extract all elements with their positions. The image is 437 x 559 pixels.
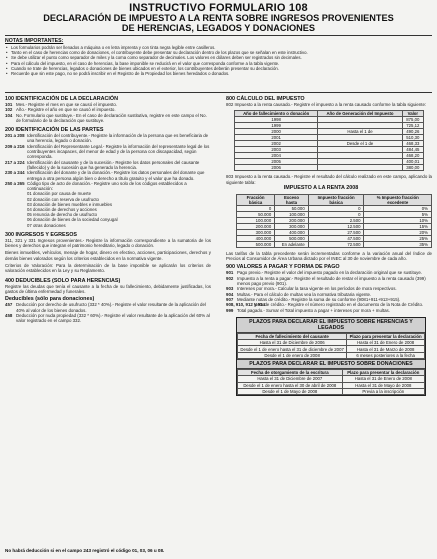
note-line: • Cuando se trate de herencias, legados o donaciones de bienes ubicados en el exterior, los contribuyentes deberán presentar su declaración.	[5, 66, 431, 71]
table-cell: 0	[308, 211, 364, 217]
act-code: 01 donación por causa de muerte	[27, 191, 92, 197]
note-line: • Recuerde que sin este pago, no se podrá inscribir en el Registro de la Propiedad los bienes heredados o donados.	[5, 71, 431, 76]
field-item	[5, 170, 211, 181]
table-cell: 875,00	[402, 117, 423, 123]
donation-deadlines-title: PLAZOS PARA DECLARAR EL IMPUESTO SOBRE DONACIONES	[237, 359, 425, 369]
table-cell: 500.000	[237, 241, 275, 247]
section-title: 400 DEDUCIBLES (SOLO PARA HERENCIAS)	[5, 277, 121, 284]
field-code: 901	[226, 270, 234, 276]
table-cell: 15%	[364, 223, 432, 229]
table-cell: 725,12	[402, 123, 423, 129]
field-text: Total pagado.- Sumar el Total impuesto a pagar + intereses por mora + multas.	[237, 307, 390, 313]
table-header: Fecha de otorgamiento de la escritura	[238, 370, 343, 376]
section-900	[226, 264, 432, 312]
act-code: 02 donación con reserva de usufructo	[27, 196, 99, 202]
field-code: 101	[5, 102, 13, 107]
field-item	[5, 313, 211, 324]
table-cell: Hasta el 31 de Enero de 2008	[347, 340, 425, 346]
table-cell: 2000	[235, 129, 318, 135]
table-header: Año de fallecimiento o donación	[235, 111, 318, 117]
table-cell: 27.500	[308, 229, 364, 235]
table-cell: 2002	[235, 141, 318, 147]
deadlines-box	[236, 317, 426, 396]
table-cell: Desde el 1 de enero de 2008	[238, 352, 347, 358]
table-cell: Hasta el 31 de Mayo de 2008	[342, 382, 424, 388]
note-line: • Se debe utilizar el punto como separador de miles y la coma como separador de decimales. Los valores en dólares deben ser registrados sin decimales.	[5, 55, 431, 60]
table-cell	[318, 165, 402, 171]
table-cell: 72.500	[308, 241, 364, 247]
table-cell: 10%	[364, 217, 432, 223]
table-header: % Impuesto fracción excedente	[364, 194, 432, 205]
table-cell: 300.000	[275, 223, 309, 229]
field-text: Identificación del donante y de la donación.- Registre los datos personales del donante que entrega a otra persona algún bien o derecho a título gratuito y el valor que ha donado.	[27, 170, 205, 181]
field-text: Deducción por derecho de usufructo (332 * 40%).- Registre el valor resultante de la aplicación del 40% al valor de los bienes donados.	[16, 302, 206, 313]
table-cell: 50.000	[275, 205, 309, 211]
section-title: 900 VALORES A PAGAR Y FORMA DE PAGO	[226, 264, 340, 271]
field-text: Año.- Registre el año en que se causó el impuesto.	[16, 107, 116, 113]
section-paragraph: 803 Impuesto a la renta causado.- Registre el resultado del cálculo realizado en este campo, aplicando la siguiente tabla:	[226, 174, 432, 185]
field-code: 201 a 208	[5, 133, 25, 139]
table-cell: 400.000	[275, 229, 309, 235]
field-text: No. Formulario que sustituye.- En el caso de declaración sustitutiva, registre en este campo el No. de formulario de la declaración que sustituye.	[16, 112, 207, 123]
section-title: 100 IDENTIFICACIÓN DE LA DECLARACIÓN	[5, 96, 119, 102]
field-text: Mediante notas de crédito.- Registre la suma de su conforme (9081+911+913+915).	[237, 296, 401, 302]
table-cell: 1999	[235, 123, 318, 129]
field-code: 457	[5, 302, 13, 308]
table-header: Exceso hasta	[275, 194, 309, 205]
section-paragraph: 802 Impuesto a la renta causado.- Registre el impuesto a la renta causado conforme la tabla siguiente:	[226, 102, 427, 107]
section-paragraph: Bienes inmuebles, vehículos, menaje de hogar, dinero en efectivo, acciones, participaciones, derechos y demás bienes valorados según los criterios establecidos en la normativa vigente.	[5, 250, 211, 261]
table-cell: 400,01	[402, 159, 423, 165]
table-row	[238, 352, 425, 358]
section-100	[5, 96, 211, 123]
notes-rule	[5, 92, 432, 93]
table-header: Plazo para presentar la declaración	[347, 333, 425, 339]
field-text: Identificación del Representante Legal.- Registre la información del representante legal de los contribuyentes incapaces, del menor de edad y de la persona con discapacidad, según corresponda.	[27, 143, 210, 160]
section-title: 300 INGRESOS Y EGRESOS	[5, 231, 78, 238]
title-rule	[5, 35, 432, 36]
table-cell: 200.000	[237, 223, 275, 229]
field-code: 902	[226, 275, 234, 281]
field-code: 250 a 265	[5, 180, 25, 186]
section-paragraph: Las tarifas de la tabla precedente serán incrementadas conforme a la variación anual del Índice de Precios al Consumidor de Área Urbana dictado por el INEC al 30 de noviembre de cada año.	[226, 250, 432, 262]
footer-note: No habrá deducción si en el campo 243 registró el código 01, 03, 06 u 08.	[5, 548, 165, 553]
field-text: Mes.- Registre el mes en que se causó el impuesto.	[16, 102, 118, 107]
table-row	[238, 388, 425, 394]
table-cell: 100.000	[275, 211, 309, 217]
section-400	[5, 278, 211, 324]
table-cell: 47.500	[308, 235, 364, 241]
inheritance-deadlines-table	[237, 333, 425, 359]
table-cell: Previa a la inscripción	[342, 388, 424, 394]
table-cell: 484,45	[402, 147, 423, 153]
table-cell: Desde el 1 de enero hasta el 31 de diciembre de 2007	[238, 346, 347, 352]
left-column	[5, 96, 211, 327]
table-cell: Desde el 1 de Mayo de 2008	[238, 388, 343, 394]
table-cell: 0%	[364, 205, 432, 211]
field-text: Multas.- Para el cálculo de multas vea la normativa tributaria vigente.	[237, 291, 372, 297]
table-cell: 2001	[235, 135, 318, 141]
table-cell: 200.000	[275, 217, 309, 223]
field-item	[226, 276, 432, 287]
table-row	[238, 382, 425, 388]
field-text: Nota de crédito.- Registre el número registrado en el documento de la Nota de Crédito.	[254, 302, 424, 308]
table-cell: Hasta el 31 de Marzo de 2008	[347, 346, 425, 352]
deadlines-title: PLAZOS PARA DECLARAR EL IMPUESTO SOBRE HERENCIAS Y LEGADOS	[237, 318, 425, 333]
act-code: 04 donación de derechos y acciones	[27, 207, 97, 213]
field-code: 209 a 216	[5, 143, 25, 149]
section-subtitle: Deducibles (sólo para donaciones)	[5, 296, 95, 303]
table-cell: Hasta el 31 de Diciembre de 2006	[238, 340, 347, 346]
table-cell: 2003	[235, 147, 318, 153]
table-cell: En adelante	[275, 241, 309, 247]
act-codes-list	[5, 191, 211, 227]
notes-section	[5, 38, 431, 76]
act-code: 03 donación de bienes muebles e inmuebles	[27, 201, 113, 207]
table-cell: 2006	[235, 165, 318, 171]
table-cell: 1998	[235, 117, 318, 123]
field-text: Identificación del contribuyente.- Registre la información de la persona que es beneficiaria de una herencia, legado o donación.	[27, 133, 209, 144]
field-text: Intereses por mora.- Calcular la tasa vigente en los períodos de mora respectivos.	[237, 286, 397, 292]
rates-2008-block	[236, 185, 432, 248]
table-row	[237, 241, 432, 247]
rates-2008-table	[236, 194, 432, 248]
rates-by-year-table	[234, 110, 424, 171]
table-cell: 510,30	[402, 135, 423, 141]
donation-deadlines-table	[237, 369, 425, 395]
field-text: Impuesto a la renta a pagar.- Registre el resultado de restar el impuesto a la renta causado (399) menos pago previo (901).	[237, 275, 426, 287]
table-row	[235, 165, 424, 171]
table-cell: Desde el 1 de	[318, 141, 402, 147]
table-cell: 2005	[235, 159, 318, 165]
table-header: Plazo para presentar la declaración	[342, 370, 424, 376]
section-300	[5, 232, 211, 274]
section-200	[5, 127, 211, 228]
table-cell: 0	[308, 205, 364, 211]
section-paragraph: Criterios de Valoración: Para la determinación de la base imponible se aplicarán los criterios de valoración establecidos en la Ley y su Reglamento.	[5, 263, 211, 274]
table-cell: 100.000	[237, 217, 275, 223]
table-header: Año de Generación del Impuesto	[318, 111, 402, 117]
table-cell: 380,00	[402, 165, 423, 171]
field-item	[5, 160, 211, 171]
field-text: Deducción por nuda propiedad (332 * 60%).- Registre el valor resultante de la aplicación del 60% al valor registrado en el campo 332.	[16, 312, 210, 324]
table-header: Valor	[402, 111, 423, 117]
field-item	[5, 181, 211, 192]
section-paragraph: 311, 321 y 331 Ingresos provenientes.- Registre la información correspondiente a la sumatoria de los bienes y derechos que integran el patrimonio hereditario, legado o donación.	[5, 237, 211, 249]
field-text: Código tipo de acto de donación.- Registre uno solo de los códigos establecidos a continuación:	[27, 180, 187, 192]
field-code: 903	[226, 286, 234, 292]
table-cell: 400.000	[237, 235, 275, 241]
table-cell: 35%	[364, 241, 432, 247]
field-code: 217 a 224	[5, 159, 25, 165]
table-header: Impuesto fracción básica	[308, 194, 364, 205]
table-cell: 12.500	[308, 223, 364, 229]
title-line-3: DE HERENCIAS, LEGADOS Y DONACIONES	[121, 23, 316, 33]
field-item	[5, 302, 211, 313]
title-line-1: INSTRUCTIVO FORMULARIO 108	[129, 2, 308, 14]
table-header: Fecha de fallecimiento del causante	[238, 333, 347, 339]
table-cell: 25%	[364, 235, 432, 241]
field-text: Identificación del causante y de la sucesión.- Registre los datos personales del causante (fallecido) y de la sucesión que ha generado la herencia.	[27, 159, 200, 170]
field-code: 999	[226, 307, 234, 313]
field-code: 230 a 244	[5, 170, 25, 176]
act-code: 06 donación de bienes de la sociedad conyugal	[27, 217, 118, 223]
table-cell: 490,26	[402, 129, 423, 135]
notes-list	[5, 45, 431, 76]
section-title: 800 CÁLCULO DEL IMPUESTO	[226, 96, 305, 102]
field-code: 907	[226, 296, 234, 302]
table-cell: Desde el 1 de enero hasta el 30 de abril de 2008	[238, 382, 343, 388]
table-cell: Hasta el 1 de	[318, 129, 402, 135]
act-code: 05 renuncia de derecho de usufructo	[27, 212, 97, 218]
table-cell: 2004	[235, 153, 318, 159]
table-cell: 5%	[364, 211, 432, 217]
table-cell: 6 meses posteriores a la fecha	[347, 352, 425, 358]
table-header: Fracción básica	[237, 194, 275, 205]
table-cell: 468,33	[402, 141, 423, 147]
field-code: 908, 910, 912 y 914	[226, 302, 266, 308]
field-item	[5, 133, 211, 144]
table-cell: 468,20	[402, 153, 423, 159]
table-cell: 2.500	[308, 217, 364, 223]
title-line-2: DECLARACIÓN DE IMPUESTO A LA RENTA SOBRE INGRESOS PROVENIENTES	[43, 13, 394, 23]
act-code: 07 otras donaciones	[27, 222, 66, 228]
note-line: • Los formularios podrán ser llenados a máquina o en letra imprenta y con tinta negra legible entre casilleros.	[5, 45, 431, 50]
field-code: 104	[5, 112, 13, 118]
table-cell: Hasta el 31 de Diciembre de 2007	[238, 376, 343, 382]
note-line: • Tanto en el caso de herencias como de donaciones, el contribuyente debe presentar su declaración dentro de los plazos que se señalan en este instructivo.	[5, 50, 431, 55]
table-cell: 20%	[364, 229, 432, 235]
table-row	[238, 346, 425, 352]
table-cell: 50.000	[237, 211, 275, 217]
section-paragraph: Registre las deudas que tenía el causante a la fecha de su fallecimiento, debidamente justificadas, los gastos de última enfermedad y funerales.	[5, 283, 211, 294]
table-cell: 0	[237, 205, 275, 211]
note-line: • Para el cálculo del impuesto, en el caso de herencias, la base imponible se reducirá en el valor que corresponda conforme a la tabla vigente.	[5, 61, 431, 66]
field-code: 102	[5, 107, 13, 113]
table-cell: 500.000	[275, 235, 309, 241]
right-column	[226, 96, 432, 396]
field-item	[226, 308, 432, 313]
rates-table-title: IMPUESTO A LA RENTA 2008	[283, 184, 359, 191]
field-item	[5, 113, 211, 124]
field-code: 904	[226, 291, 234, 297]
notes-heading: NOTAS IMPORTANTES:	[5, 38, 64, 44]
field-item	[5, 144, 211, 160]
table-cell: Hasta el 31 de Enero de 2008	[342, 376, 424, 382]
section-title: 200 IDENTIFICACIÓN DE LAS PARTES	[5, 127, 104, 134]
section-800	[226, 96, 432, 185]
field-text: Pago previo.- Registre el valor del impuesto pagado en la declaración original que se sustituye.	[237, 270, 423, 276]
field-code: 458	[5, 312, 13, 318]
table-cell: 300.000	[237, 229, 275, 235]
